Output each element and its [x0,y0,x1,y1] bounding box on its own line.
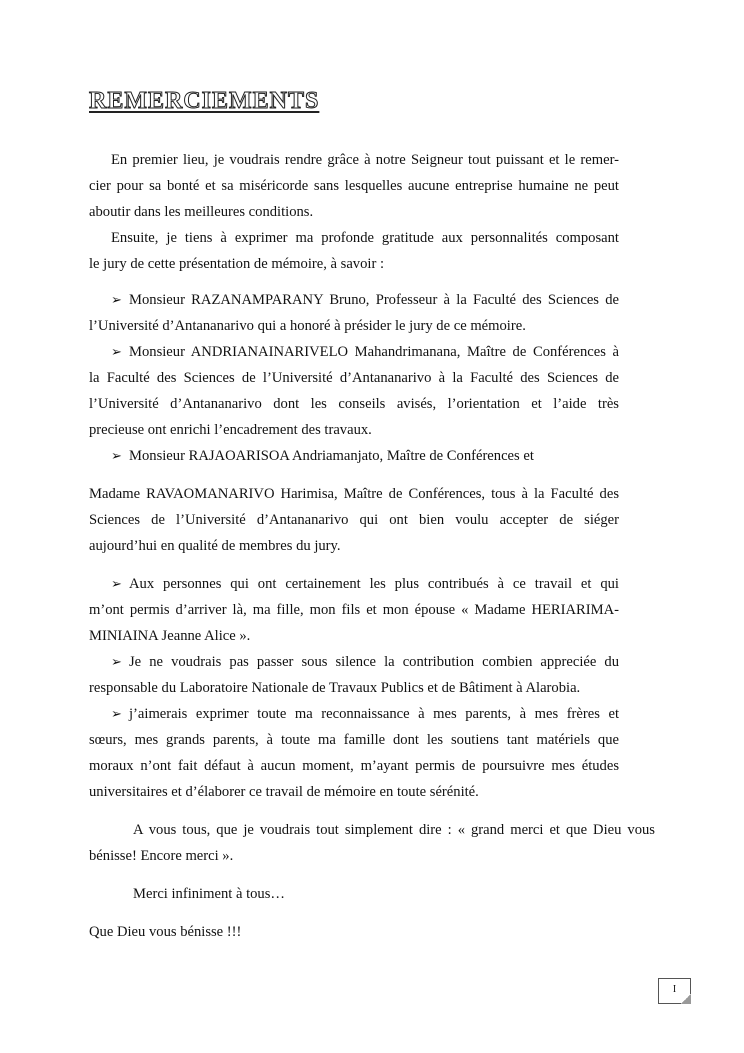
bullet-item-members-line-4: aujourd’hui en qualité de membres du jury. [89,538,341,554]
bullet-item-parents-line-4: universitaires et d’élaborer ce travail de mémoire en toute sérénité. [89,784,479,800]
arrow-bullet-icon: ➢ [111,706,122,721]
page-title: REMERCIEMENTS [89,88,320,114]
bullet-item-laboratory-line-2: responsable du Laboratoire Nationale de Travaux Publics et de Bâtiment à Alarobia. [89,680,581,696]
bullet-item-president-line-2: l’Université d’Antananarivo qui a honoré à présider le jury de ce mémoire. [89,318,526,334]
paragraph-intro-line-2: cier pour sa bonté et sa miséricorde sans lesquelles aucune entreprise humaine ne peut [89,178,619,194]
arrow-bullet-icon: ➢ [111,576,122,591]
bullet-item-encadreur-line-4: precieuse ont enrichi l’encadrement des travaux. [89,422,372,438]
arrow-bullet-icon: ➢ [111,448,122,463]
arrow-bullet-icon: ➢ [111,654,122,669]
arrow-bullet-icon: ➢ [111,292,122,307]
bullet-item-members: ➢ Monsieur RAJAOARISOA Andriamanjato, Maître de Conférences et [111,448,534,464]
bullet-item-laboratory: ➢ Je ne voudrais pas passer sous silence la contribution combien appreciée du [111,654,619,670]
bullet-item-parents-line-2: sœurs, mes grands parents, à toute ma famille dont les soutiens tant matériels que [89,732,619,748]
paragraph-jury-line-2: le jury de cette présentation de mémoire, à savoir : [89,256,385,272]
closing-paragraph-line-1: A vous tous, que je voudrais tout simplement dire : « grand merci et que Dieu vous [133,822,655,838]
bullet-item-members-line-3: Sciences de l’Université d’Antananarivo qui ont bien voulu accepter de siéger [89,512,619,528]
bullet-item-encadreur-line-3: l’Université d’Antananarivo dont les conseils avisés, l’orientation et l’aide très [89,396,619,412]
paragraph-intro-line-1: En premier lieu, je voudrais rendre grâce à notre Seigneur tout puissant et le remer- [111,152,619,168]
bullet-item-encadreur-line-2: la Faculté des Sciences de l’Université d’Antananarivo à la Faculté des Sciences de [89,370,619,386]
page-number-box [658,978,691,1004]
bullet-item-family-line-3: MINIAINA Jeanne Alice ». [89,628,251,644]
paragraph-jury-line-1: Ensuite, je tiens à exprimer ma profonde gratitude aux personnalités composant [111,230,619,246]
closing-paragraph-line-2: bénisse! Encore merci ». [89,848,234,864]
blessing-line: Que Dieu vous bénisse !!! [89,924,242,940]
bullet-item-parents-line-3: moraux n’ont fait défaut à aucun moment, m’ayant permis de poursuivre mes études [89,758,619,774]
bullet-item-members-line-2: Madame RAVAOMANARIVO Harimisa, Maître de Conférences, tous à la Faculté des [89,486,619,502]
page-fold-icon [681,994,691,1004]
bullet-item-family: ➢ Aux personnes qui ont certainement les plus contribués à ce travail et qui [111,576,619,592]
bullet-item-president: ➢ Monsieur RAZANAMPARANY Bruno, Professeur à la Faculté des Sciences de [111,292,619,308]
arrow-bullet-icon: ➢ [111,344,122,359]
thanks-line: Merci infiniment à tous… [133,886,285,902]
bullet-item-parents: ➢ j’aimerais exprimer toute ma reconnaissance à mes parents, à mes frères et [111,706,619,722]
bullet-item-family-line-2: m’ont permis d’arriver là, ma fille, mon fils et mon épouse « Madame HERIARIMA- [89,602,619,618]
bullet-item-encadreur: ➢ Monsieur ANDRIANAINARIVELO Mahandrimanana, Maître de Conférences à [111,344,619,360]
paragraph-intro-line-3: aboutir dans les meilleures conditions. [89,204,314,220]
page-number: I [672,984,677,995]
